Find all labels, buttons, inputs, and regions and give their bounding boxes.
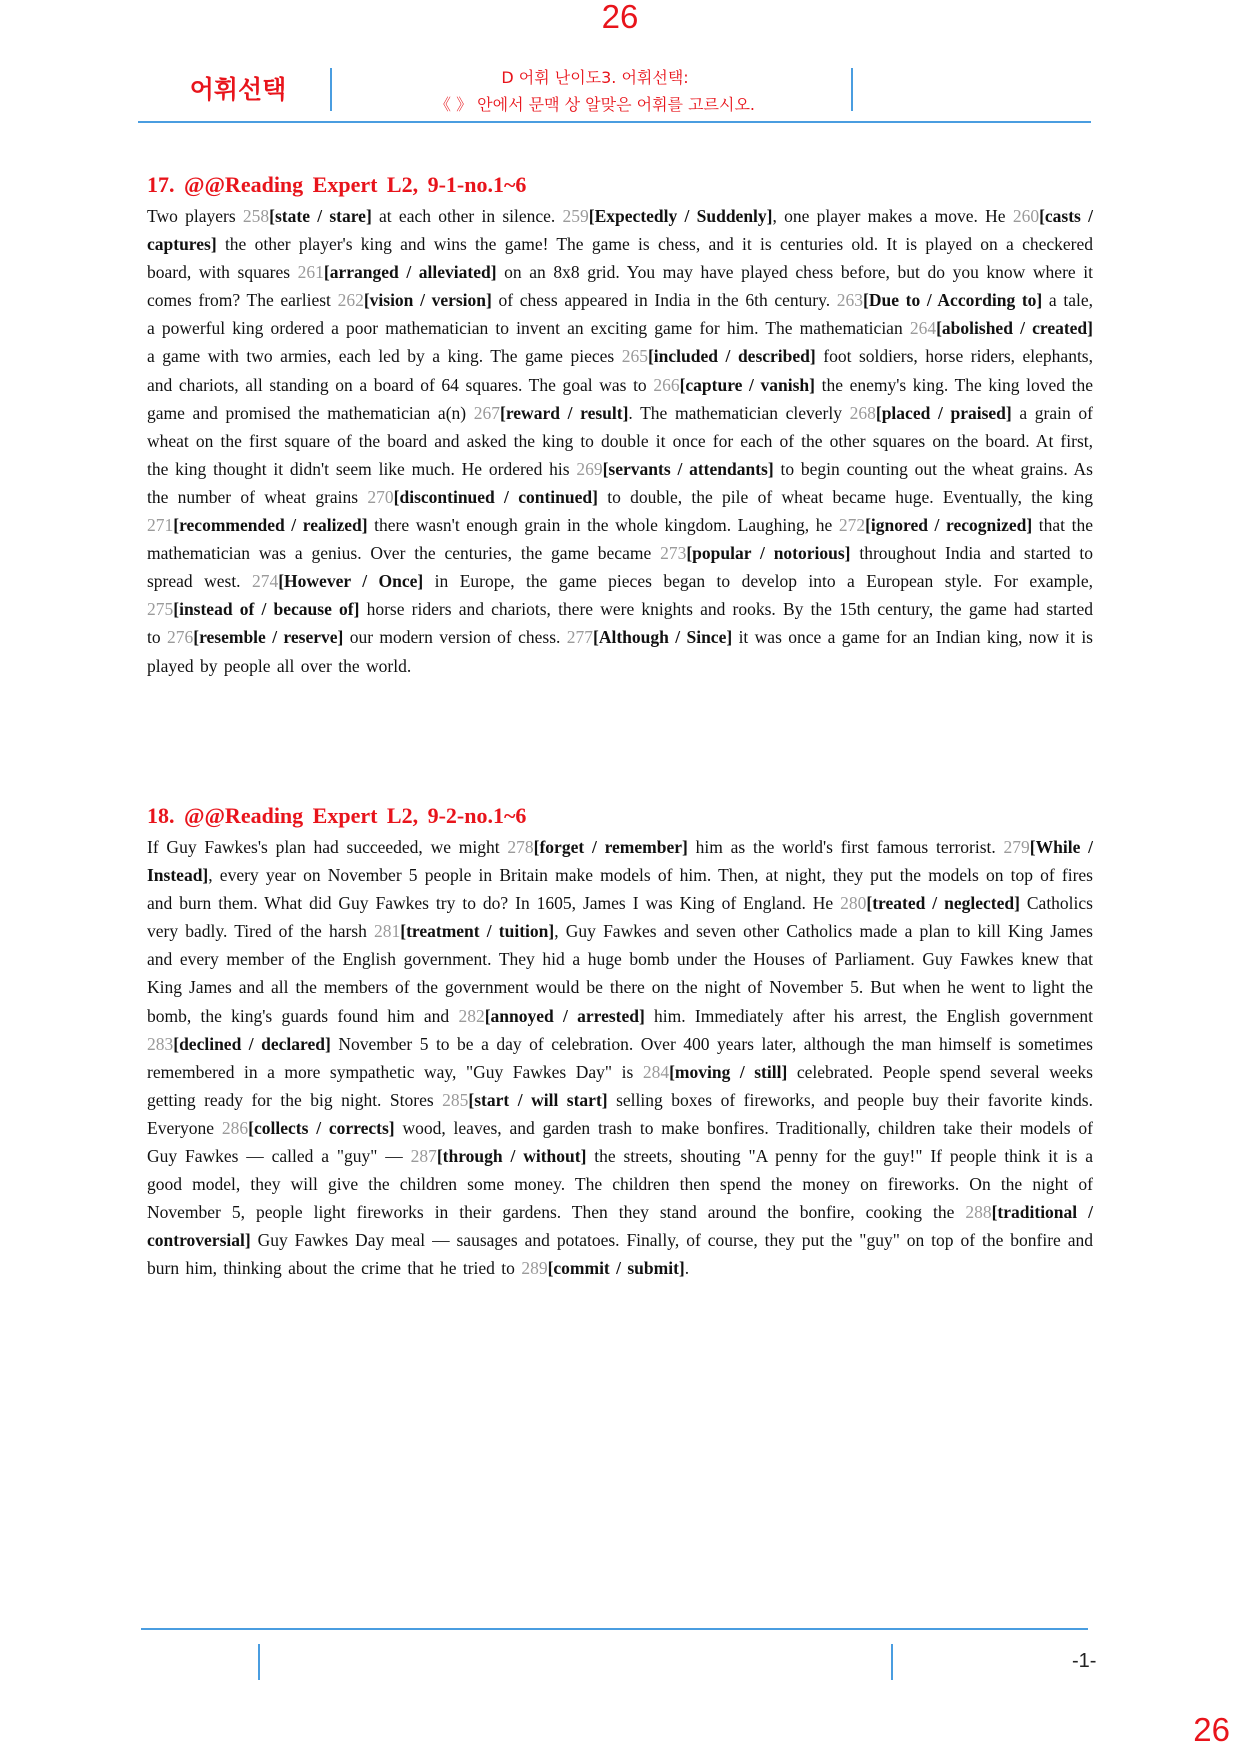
question-number: 267 — [473, 402, 501, 423]
question-number: 269 — [576, 458, 603, 479]
question-number: 278 — [507, 837, 534, 857]
section-title: 17. @@Reading Expert L2, 9-1-no.1~6 — [147, 172, 527, 197]
footer-separator-left — [258, 1644, 260, 1680]
question-number: 274 — [251, 571, 279, 592]
passage-text: a game with two armies, each led by a king. The game pieces — [147, 346, 622, 367]
word-choice: [However / Once] — [278, 571, 424, 592]
question-number: 264 — [909, 318, 937, 339]
passage-text: a tale, a powerful king ordered a poor mathematician to invent an exciting game for him. The mathematician — [147, 290, 1093, 339]
question-number: 260 — [1012, 206, 1040, 226]
word-choice: [treatment / tuition] — [400, 921, 555, 942]
question-number: 284 — [642, 1061, 670, 1082]
passage-text: to begin counting out the wheat grains. As the number of wheat grains — [147, 458, 1093, 507]
passage-text: , Guy Fawkes and seven other Catholics made a plan to kill King James and every member of the English government. They hid a huge bomb under the Houses of Parliament. Guy Fawkes knew that King James and all the members of the government would be there on the night of November 5. But when he went to light the bomb, the king's guards found him and — [147, 921, 1093, 1026]
passage-text: . — [684, 1258, 690, 1279]
passage-text: the enemy's king. The king loved the game and promised the mathematician a(n) — [147, 374, 1094, 423]
question-number: 280 — [840, 893, 867, 914]
page-number-top: 26 — [601, 0, 639, 35]
passage-text: there wasn't enough grain in the whole kingdom. Laughing, he — [367, 515, 839, 536]
word-choice: [instead of / because of] — [173, 599, 360, 620]
question-number: 259 — [562, 206, 589, 226]
word-choice: [discontinued / continued] — [393, 486, 598, 507]
question-number: 271 — [147, 515, 174, 536]
question-number: 276 — [167, 627, 194, 648]
question-number: 277 — [566, 627, 594, 648]
question-number: 287 — [410, 1146, 437, 1167]
passage — [147, 833, 1093, 1283]
word-choice: [vision / version] — [363, 290, 492, 311]
word-choice: [reward / result] — [500, 402, 629, 423]
word-choice: [annoyed / arrested] — [484, 1005, 645, 1026]
word-choice: [While / Instead] — [147, 837, 1093, 886]
footer-page-number: -1- — [1072, 1650, 1097, 1672]
word-choice: [through / without] — [436, 1146, 587, 1167]
question-number: 261 — [297, 262, 324, 283]
word-choice: [start / will start] — [468, 1089, 608, 1110]
passage-text: him as the world's first famous terrorist. — [687, 837, 1004, 857]
passage-text: November 5 to be a day of celebration. Over 400 years later, although the man himself is sometimes remembered in a more sympathetic way, "Guy Fawkes Day" is — [147, 1033, 1093, 1082]
passage-text: . The mathematician cleverly — [628, 402, 850, 423]
question-number: 258 — [242, 206, 270, 226]
question-number: 286 — [221, 1117, 249, 1138]
passage-text: the other player's king and wins the game! The game is chess, and it is centuries old. It is played on a checkered board, with squares — [147, 234, 1093, 283]
question-number: 285 — [442, 1089, 469, 1110]
passage-text: of chess appeared in India in the 6th century. — [491, 290, 837, 311]
word-choice: [abolished / created] — [936, 318, 1093, 339]
passage-text: at each other in silence. — [371, 206, 563, 226]
header-label: 어휘선택 — [189, 75, 287, 104]
word-choice: [recommended / realized] — [173, 515, 368, 536]
word-choice: [Expectedly / Suddenly] — [588, 206, 773, 226]
question-number: 289 — [521, 1258, 548, 1279]
passage-text: in Europe, the game pieces began to develop into a European style. For example, — [423, 571, 1093, 592]
passage-text: celebrated. People spend several weeks getting ready for the big night. Stores — [147, 1061, 1093, 1110]
passage — [147, 202, 1093, 680]
passage-text: throughout India and started to spread west. — [147, 543, 1093, 592]
header-separator-right — [851, 68, 853, 111]
header-rule — [138, 121, 1091, 123]
passage-text: foot soldiers, horse riders, elephants, and chariots, all standing on a board of 64 squares. The goal was to — [147, 346, 1093, 395]
question-number: 273 — [660, 543, 687, 564]
passage-text: our modern version of chess. — [343, 627, 567, 648]
word-choice: [arranged / alleviated] — [323, 262, 497, 283]
word-choice: [traditional / controversial] — [147, 1202, 1093, 1251]
question-number: 288 — [965, 1202, 992, 1223]
question-number: 266 — [653, 374, 680, 395]
question-number: 272 — [838, 515, 866, 536]
question-number: 275 — [147, 599, 174, 620]
footer-rule — [141, 1628, 1088, 1630]
passage-text: that the mathematician was a genius. Over the centuries, the game became — [147, 515, 1093, 564]
word-choice: [resemble / reserve] — [193, 627, 344, 648]
passage-text: it was once a game for an Indian king, now it is played by people all over the world. — [147, 627, 1093, 676]
word-choice: [collects / corrects] — [248, 1117, 395, 1138]
passage-text: horse riders and chariots, there were knights and rooks. By the 15th century, the game had started to — [147, 599, 1093, 648]
passage-text: , one player makes a move. He — [772, 206, 1013, 226]
word-choice: [moving / still] — [669, 1061, 788, 1082]
word-choice: [capture / vanish] — [679, 374, 815, 395]
question-number: 270 — [367, 486, 394, 507]
header-instruction — [335, 64, 855, 118]
word-choice: [declined / declared] — [173, 1033, 331, 1054]
footer-separator-right — [891, 1644, 893, 1680]
word-choice: [commit / submit] — [547, 1258, 685, 1279]
question-number: 262 — [337, 290, 364, 311]
word-choice: [Due to / According to] — [863, 290, 1043, 311]
passage-text: If Guy Fawkes's plan had succeeded, we might — [147, 837, 508, 857]
passage-text: wood, leaves, and garden trash to make bonfires. Traditionally, children take their models of Guy Fawkes — called a "guy" — — [147, 1117, 1094, 1167]
passage-text: Guy Fawkes Day meal — sausages and potatoes. Finally, of course, they put the "guy" on top of the bonfire and burn him, thinking about the crime that he tried to — [147, 1230, 1093, 1279]
passage-text: a grain of wheat on the first square of the board and asked the king to double it once for each of the other squares on the board. At first, the king thought it didn't seem like much. He ordered his — [147, 402, 1093, 479]
section-18 — [147, 803, 1093, 1283]
word-choice: [ignored / recognized] — [865, 515, 1033, 536]
passage-text: on an 8x8 grid. You may have played chess before, but do you know where it comes from? The earliest — [147, 262, 1093, 311]
word-choice: [Although / Since] — [593, 627, 733, 648]
word-choice: [popular / notorious] — [686, 543, 851, 564]
passage-text: , every year on November 5 people in Britain make models of him. Then, at night, they put the models on top of fires and burn them. What did Guy Fawkes try to do? In 1605, James I was King of England. He — [147, 865, 1093, 914]
header-instruction-line2: 《 》 안에서 문맥 상 알맞은 어휘를 고르시오. — [435, 95, 755, 114]
word-choice: [forget / remember] — [533, 837, 688, 857]
passage-text: to double, the pile of wheat became huge. Eventually, the king — [597, 486, 1094, 507]
passage-text: the streets, shouting "A penny for the guy!" If people think it is a good model, they will give the children some money. The children then spend the money on fireworks. On the night of November 5, people light fireworks in their gardens. Then they stand around the bonfire, cooking the — [147, 1146, 1093, 1223]
page-number-bottom: 26 — [1193, 1711, 1230, 1748]
word-choice: [placed / praised] — [875, 402, 1012, 423]
word-choice: [state / stare] — [269, 206, 372, 226]
word-choice: [treated / neglected] — [866, 893, 1020, 914]
question-number: 281 — [374, 921, 401, 942]
header-separator-left — [330, 68, 332, 111]
word-choice: [casts / captures] — [147, 206, 1093, 255]
section-17 — [147, 172, 1093, 680]
passage-text: Two players — [147, 206, 243, 226]
question-number: 265 — [621, 346, 648, 367]
section-title: 18. @@Reading Expert L2, 9-2-no.1~6 — [147, 803, 527, 828]
header-instruction-line1: D 어휘 난이도3. 어휘선택: — [501, 68, 689, 87]
passage-text: Catholics very badly. Tired of the harsh — [147, 893, 1093, 942]
question-number: 268 — [849, 402, 876, 423]
passage-text: him. Immediately after his arrest, the English government — [644, 1005, 1093, 1026]
question-number: 263 — [836, 290, 863, 311]
word-choice: [included / described] — [647, 346, 816, 367]
question-number: 279 — [1003, 837, 1030, 857]
passage-text: selling boxes of fireworks, and people buy their favorite kinds. Everyone — [147, 1089, 1093, 1138]
question-number: 282 — [458, 1005, 485, 1026]
question-number: 283 — [147, 1033, 174, 1054]
word-choice: [servants / attendants] — [602, 458, 774, 479]
